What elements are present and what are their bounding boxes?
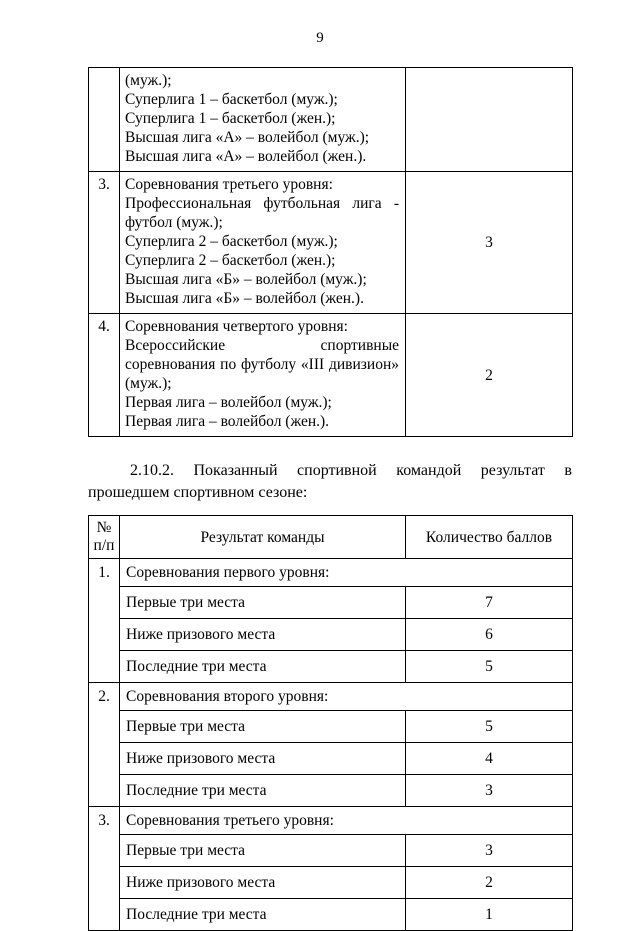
table-row-level-3 [89,172,573,314]
result-label-cell: Ниже призового места [120,867,406,899]
result-points-cell: 4 [406,743,573,775]
list-line: Высшая лига «А» – волейбол (муж.); [125,129,370,146]
header-points-cell: Количество баллов [406,516,573,559]
list-line: Первая лига – волейбол (жен.). [125,413,330,430]
result-points-cell: 1 [406,899,573,931]
points-cell: 2 [406,314,573,437]
result-points-cell: 6 [406,619,573,651]
result-row [89,711,573,743]
result-row [89,651,573,683]
row-number-cell: 3. [89,172,120,314]
list-line: Всероссийские спортивные соревнования по футболу «III дивизион» (муж.); [125,337,399,392]
group-title-cell: Соревнования первого уровня: [120,559,573,587]
paragraph-word: командой [396,462,462,479]
result-row [89,619,573,651]
paragraph-word: в [564,462,572,479]
result-label-cell: Первые три места [120,835,406,867]
result-points-cell: 3 [406,775,573,807]
result-row [89,835,573,867]
points-cell [406,68,573,172]
group-title-row [89,683,573,711]
group-number-cell: 1. [89,559,120,683]
header-number-cell [89,516,120,559]
list-line: (муж.); [125,72,172,89]
list-line: Соревнования четвертого уровня: [125,318,348,335]
points-cell: 3 [406,172,573,314]
header-result-cell: Результат команды [120,516,406,559]
result-label-cell: Ниже призового места [120,619,406,651]
result-points-cell: 2 [406,867,573,899]
paragraph-word: спортивной [297,462,377,479]
paragraph-line: прошедшем спортивном сезоне: [88,484,308,501]
list-line: Высшая лига «А» – волейбол (жен.). [125,148,367,165]
list-line: Высшая лига «Б» – волейбол (муж.); [125,271,367,288]
header-number-line: № [96,519,112,536]
competition-list-cell [120,172,406,314]
paragraph-2-10-2 [88,460,572,503]
result-points-cell: 3 [406,835,573,867]
header-number-line: п/п [93,537,115,554]
list-line: Суперлига 2 – баскетбол (муж.); [125,233,338,250]
page-content [88,67,572,931]
list-line: Высшая лига «Б» – волейбол (жен.). [125,290,364,307]
group-number-cell: 3. [89,807,120,931]
table-header-row [89,516,573,559]
group-title-row [89,807,573,835]
group-title-cell: Соревнования третьего уровня: [120,807,573,835]
row-number-cell: 4. [89,314,120,437]
paragraph-word: 2.10.2. [130,462,174,479]
result-points-cell: 5 [406,651,573,683]
result-label-cell: Последние три места [120,651,406,683]
result-row [89,775,573,807]
table-row-level-4 [89,314,573,437]
paragraph-word: Показанный [193,462,278,479]
result-row [89,587,573,619]
result-row [89,899,573,931]
result-row [89,743,573,775]
group-title-row [89,559,573,587]
result-label-cell: Первые три места [120,711,406,743]
page-number: 9 [316,30,324,46]
result-label-cell: Ниже призового места [120,743,406,775]
list-line: Первая лига – волейбол (муж.); [125,394,332,411]
table-team-results [88,515,573,931]
result-row [89,867,573,899]
list-line: Профессиональная футбольная лига - футбол (муж.); [125,195,399,231]
result-label-cell: Последние три места [120,775,406,807]
paragraph-line-justified [88,460,572,481]
row-number-cell [89,68,120,172]
result-points-cell: 7 [406,587,573,619]
competition-list-cell [120,314,406,437]
group-number-cell: 2. [89,683,120,807]
group-title-cell: Соревнования второго уровня: [120,683,573,711]
list-line: Суперлига 2 – баскетбол (жен.); [125,252,336,269]
result-label-cell: Первые три места [120,587,406,619]
table-competition-levels [88,67,573,437]
competition-list-cell [120,68,406,172]
list-line: Суперлига 1 – баскетбол (муж.); [125,91,338,108]
result-points-cell: 5 [406,711,573,743]
result-label-cell: Последние три места [120,899,406,931]
list-line: Суперлига 1 – баскетбол (жен.); [125,110,336,127]
paragraph-word: результат [480,462,545,479]
list-line: Соревнования третьего уровня: [125,176,333,193]
table-row-continuation [89,68,573,172]
